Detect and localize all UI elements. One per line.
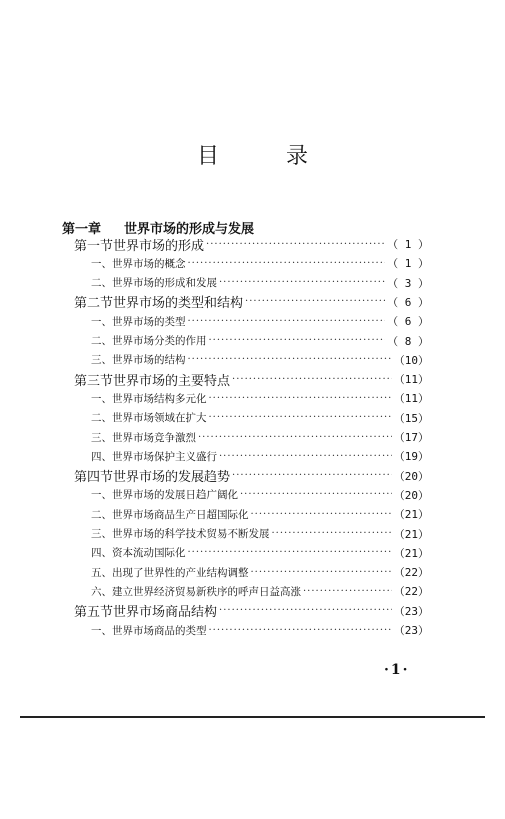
dot-leader <box>188 316 386 327</box>
toc-entry-page: （21） <box>393 527 429 541</box>
dot-leader <box>188 258 386 269</box>
toc-entry-title: 世界市场的发展日趋广阔化 <box>112 489 238 502</box>
toc-entry-number: 第三节 <box>74 373 114 389</box>
toc-entry-number: 三、 <box>91 528 112 540</box>
toc-entry-title: 出现了世界性的产业结构调整 <box>112 566 249 579</box>
toc-entry-title: 建立世界经济贸易新秩序的呼声日益高涨 <box>112 585 301 598</box>
toc-entry-number: 一、 <box>91 489 112 502</box>
toc-section-row <box>74 369 429 389</box>
toc-item-row <box>91 253 429 273</box>
chapter-title: 世界市场的形成与发展 <box>124 222 255 237</box>
dot-leader <box>219 277 385 288</box>
toc-entry-title: 世界市场的发展趋势 <box>113 470 231 486</box>
toc-entry-page: （11） <box>393 392 429 406</box>
toc-entry-number: 第四节 <box>74 470 114 486</box>
dot-leader <box>188 547 392 558</box>
toc-entry-page: （21） <box>393 546 429 560</box>
dot-leader <box>240 489 392 500</box>
toc-entry-page: （ 8 ） <box>387 334 429 348</box>
toc-item-row <box>91 350 429 370</box>
toc-section-row <box>74 234 429 254</box>
toc-entry-page: （20） <box>393 469 429 483</box>
toc-entry-number: 第一节 <box>74 238 114 254</box>
page-number: ·1· <box>384 662 410 678</box>
toc-entry-page: （23） <box>393 604 429 618</box>
toc-item-row <box>91 388 429 408</box>
toc-item-row <box>91 427 429 447</box>
toc-entry-page: （21） <box>393 508 429 522</box>
toc-entry-title: 世界市场的概念 <box>112 257 186 270</box>
toc-entry-title: 世界市场分类的作用 <box>112 335 207 347</box>
toc-entry-page: （19） <box>393 450 429 464</box>
dot-leader <box>303 586 392 597</box>
dot-leader <box>209 393 392 404</box>
dot-leader <box>251 567 392 578</box>
chapter-number: 第一章 <box>62 222 102 237</box>
dot-leader <box>198 432 392 443</box>
page-title: 目 录 <box>197 144 338 169</box>
toc-item-row <box>91 504 429 524</box>
dot-leader <box>219 451 392 462</box>
toc-entry-title: 世界市场领域在扩大 <box>112 412 207 425</box>
toc-entry-title: 世界市场结构多元化 <box>112 392 207 405</box>
toc-entry-title: 世界市场的主要特点 <box>113 373 231 389</box>
toc-entry-title: 世界市场的类型 <box>112 315 186 328</box>
toc-entry-title: 世界市场的形成和发展 <box>112 277 217 290</box>
dot-leader <box>188 354 392 365</box>
toc-entry-number: 四、 <box>91 450 112 463</box>
dot-leader <box>232 374 392 385</box>
toc-entry-title: 世界市场商品的类型 <box>112 624 207 637</box>
toc-section-row <box>74 466 429 486</box>
toc-item-row <box>91 273 429 293</box>
toc-entry-title: 世界市场保护主义盛行 <box>112 450 217 463</box>
toc-entry-page: （10） <box>393 353 429 367</box>
toc-entry-title: 世界市场商品结构 <box>113 605 218 621</box>
toc-entry-page: （ 1 ） <box>387 238 429 251</box>
toc-entry-number: 二、 <box>91 508 112 521</box>
toc-entry-title: 世界市场的科学技术贸易不断发展 <box>112 528 270 540</box>
dot-leader <box>209 335 386 346</box>
dot-leader <box>251 509 392 520</box>
toc-item-row <box>91 485 429 505</box>
dot-leader <box>209 412 392 423</box>
dot-leader <box>206 239 385 250</box>
toc-entry-number: 三、 <box>91 354 112 367</box>
toc-entry-page: （ 6 ） <box>387 315 429 329</box>
toc-item-row <box>91 408 429 428</box>
toc-entry-title: 世界市场竞争激烈 <box>112 431 196 444</box>
toc-item-row <box>91 562 429 582</box>
dot-leader <box>209 625 392 636</box>
toc-entry-title: 世界市场的类型和结构 <box>113 296 244 312</box>
toc-item-row <box>91 620 429 640</box>
toc-section-row <box>74 601 429 621</box>
toc-entry-number: 一、 <box>91 257 112 270</box>
toc-entry-page: （20） <box>393 488 429 502</box>
toc-entry-page: （ 1 ） <box>387 257 429 271</box>
bottom-rule <box>20 716 485 718</box>
toc-item-row <box>91 446 429 466</box>
toc-entry-number: 第二节 <box>74 296 114 312</box>
toc-entry-number: 一、 <box>91 392 112 405</box>
toc-item-row <box>91 581 429 601</box>
toc-entry-number: 一、 <box>91 624 112 637</box>
toc-entry-title: 世界市场的形成 <box>113 238 205 254</box>
toc-entry-page: （22） <box>393 566 429 580</box>
toc-entry-number: 六、 <box>91 585 112 598</box>
toc-entry-page: （ 3 ） <box>387 276 429 290</box>
toc-item-row <box>91 524 429 544</box>
toc-entry-number: 二、 <box>91 412 112 425</box>
toc-entry-number: 五、 <box>91 566 112 579</box>
toc-item-row <box>91 331 429 351</box>
toc-entry-page: （15） <box>393 411 429 425</box>
toc-entry-number: 二、 <box>91 335 112 347</box>
toc-entry-number: 三、 <box>91 431 112 444</box>
toc-entry-number: 第五节 <box>74 605 114 621</box>
toc-entry-number: 四、 <box>91 547 112 560</box>
toc-entry-title: 资本流动国际化 <box>112 547 186 560</box>
toc-entry-page: （ 6 ） <box>387 295 429 309</box>
toc-entry-page: （11） <box>393 373 429 387</box>
dot-leader <box>272 528 392 539</box>
toc-entry-page: （22） <box>393 585 429 599</box>
dot-leader <box>245 296 385 307</box>
toc-entry-title: 世界市场商品生产日超国际化 <box>112 508 249 521</box>
toc-entry-page: （23） <box>393 624 429 637</box>
toc-item-row <box>91 543 429 563</box>
toc-section-row <box>74 292 429 312</box>
dot-leader <box>232 470 392 481</box>
toc-entry-title: 世界市场的结构 <box>112 354 186 367</box>
dot-leader <box>219 605 392 616</box>
toc-entry-number: 一、 <box>91 315 112 328</box>
toc-entry-page: （17） <box>393 431 429 444</box>
toc-item-row <box>91 311 429 331</box>
toc-entry-number: 二、 <box>91 277 112 290</box>
